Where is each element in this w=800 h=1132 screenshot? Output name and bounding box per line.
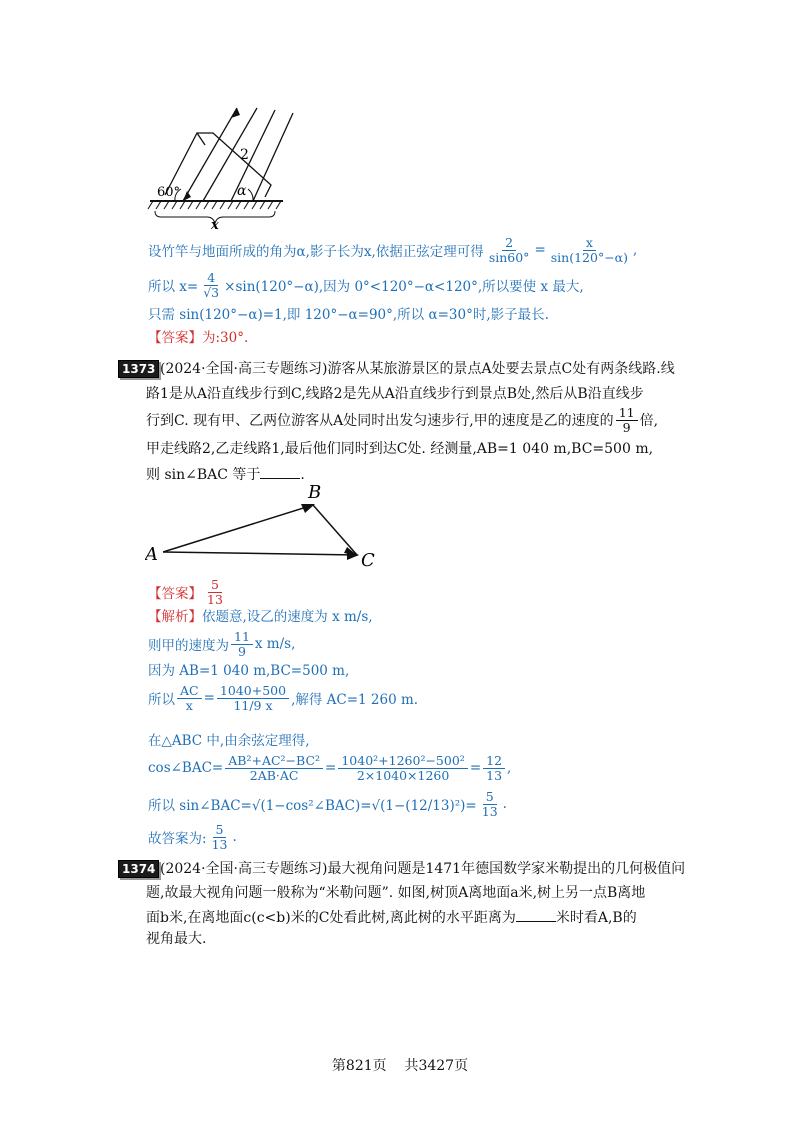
fraction: $\frac{x}{\sin(120^\circ-\alpha)}$ bbox=[550, 235, 628, 265]
fraction: $\frac{4}{√3}$ bbox=[203, 270, 220, 300]
vertex-C-label: C bbox=[361, 550, 375, 571]
q1374-line2: 题,故最大视角问题一般称为“米勒问题”. 如图,树顶A离地面a米,树上另一点B离地 bbox=[146, 885, 646, 901]
vertex-A-label: A bbox=[145, 544, 158, 565]
fraction: $\frac{2}{\sin 60^\circ}$ bbox=[488, 235, 530, 265]
question-number-1373: 1373 bbox=[118, 358, 159, 378]
solution1-line3: 只需 sin(120°−α)=1,即 120°−α=90°,所以 α=30°时,影子最长. bbox=[148, 307, 549, 323]
s1373-step4: 所以 $\frac{AC}{x}$ = $\frac{1040+500}{11/9 x}$ ,解得 AC=1 260 m. bbox=[148, 683, 419, 713]
fraction: $\frac{5}{13}$ bbox=[211, 822, 228, 852]
fraction: $\frac{1040+500}{11/9 x}$ bbox=[217, 684, 289, 713]
solution1-answer: 【答案】为:30°. bbox=[148, 330, 249, 346]
fraction: $\frac{\text{1040²+1260²−500²}}{2\times 1040\times 1260}$ bbox=[338, 754, 467, 783]
s1373-step5: 在△ABC 中,由余弦定理得, bbox=[148, 733, 310, 749]
q1373-line4: 甲走线路2,乙走线路1,最后他们同时到达C处. 经测量,AB=1 040 m,BC=500 m, bbox=[146, 441, 654, 457]
vertex-B-label: B bbox=[308, 482, 322, 503]
s1373-step6: cos∠BAC= $\frac{\text{AB²+AC²−BC²}}{2AB\cdot AC}$ = $\frac{\text{1040²+1260²−500²}}{2\times 1040\times 1260}$ = $\frac{12}{13}$ , bbox=[148, 753, 512, 783]
fraction: $\frac{11}{9}$ bbox=[616, 406, 638, 435]
s1373-step3: 因为 AB=1 040 m,BC=500 m, bbox=[148, 663, 350, 679]
page-number: 第821页 bbox=[331, 1058, 387, 1074]
triangle-diagram bbox=[145, 478, 385, 574]
question-number-1374: 1374 bbox=[118, 858, 159, 878]
q1374-line3: 面b米,在离地面c(c<b)米的C处看此树,离此树的水平距离为 米时看A,B的 bbox=[146, 910, 637, 926]
s1373-step8: 故答案为: $\frac{5}{13}$ . bbox=[148, 822, 237, 852]
s1373-step7: 所以 sin∠BAC=√(1−cos²∠BAC)=√(1−(12/13)²)= $\frac{5}{13}$ . bbox=[148, 789, 507, 819]
q1374-line4: 视角最大. bbox=[146, 931, 207, 947]
solution1-line1: 设竹竿与地面所成的角为α,影子长为x,依据正弦定理可得 $\frac{2}{\sin 60^\circ}$ = $\frac{x}{\sin(120^\circ-\alpha)}$ , bbox=[148, 235, 638, 265]
q1373-line3: 行到C. 现有甲、乙两位游客从A处同时出发匀速步行,甲的速度是乙的速度的 $\frac{11}{9}$ 倍, bbox=[146, 405, 659, 435]
q1374-line1: (2024·全国·高三专题练习)最大视角问题是1471年德国数学家米勒提出的几何极值问 bbox=[160, 861, 686, 877]
fraction: $\frac{AC}{x}$ bbox=[177, 684, 202, 713]
solution1-line2: 所以 x= $\frac{4}{√3}$ ×sin(120°−α),因为 0°<120°−α<120°,所以要使 x 最大, bbox=[148, 270, 584, 300]
s1373-analysis: 【解析】依题意,设乙的速度为 x m/s, bbox=[148, 609, 373, 625]
total-pages: 共3427页 bbox=[404, 1058, 469, 1074]
length-2-label: 2 bbox=[240, 147, 249, 163]
angle-60-label: 60° bbox=[157, 185, 181, 200]
fraction: $\frac{5}{13}$ bbox=[207, 577, 223, 607]
q1373-line2: 路1是从A沿直线步行到C,线路2是先从A沿直线步行到景点B处,然后从B沿直线步 bbox=[146, 386, 644, 402]
fraction: $\frac{5}{13}$ bbox=[481, 789, 498, 819]
alpha-label: α bbox=[237, 183, 247, 199]
x-label: x bbox=[211, 218, 219, 230]
q1373-line5: 则 sin∠BAC 等于 . bbox=[146, 467, 305, 483]
page-footer bbox=[0, 1055, 800, 1075]
q1373-line1: (2024·全国·高三专题练习)游客从某旅游景区的景点A处要去景点C处有两条线路.线 bbox=[160, 361, 675, 377]
shadow-diagram bbox=[145, 105, 295, 230]
s1373-step2: 则甲的速度为 $\frac{11}{9}$ x m/s, bbox=[148, 629, 296, 659]
fraction: $\frac{12}{13}$ bbox=[483, 754, 505, 783]
fraction: $\frac{11}{9}$ bbox=[231, 630, 253, 659]
answer-blank bbox=[516, 909, 556, 922]
s1373-answer: 【答案】 $\frac{5}{13}$ bbox=[148, 578, 228, 607]
fraction: $\frac{\text{AB²+AC²−BC²}}{2AB\cdot AC}$ bbox=[225, 754, 323, 783]
